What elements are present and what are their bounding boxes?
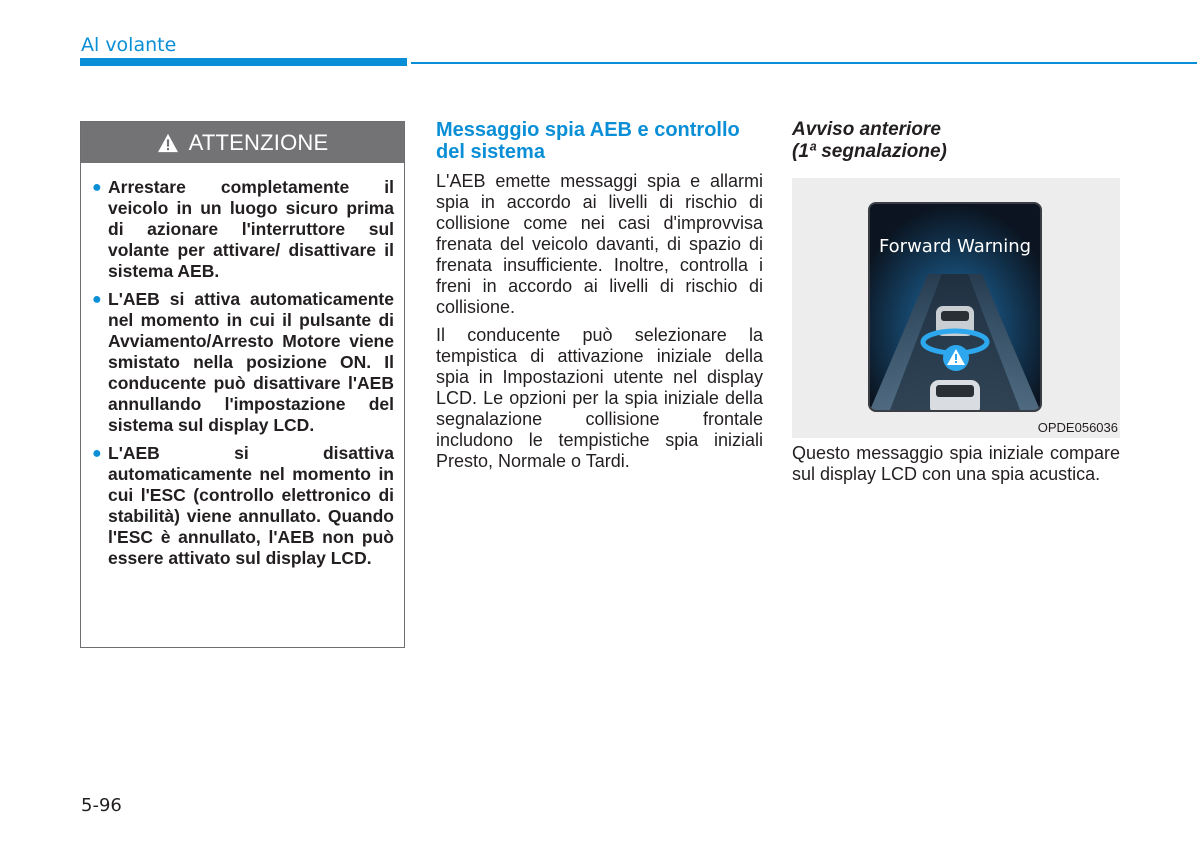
figure-code: OPDE056036 xyxy=(1037,420,1118,435)
bullet-icon: ● xyxy=(92,291,102,308)
section-title: Al volante xyxy=(81,34,177,56)
header-bar-thin xyxy=(411,62,1197,64)
middle-heading: Messaggio spia AEB e controllo del sistema xyxy=(436,119,740,163)
warning-title: ATTENZIONE xyxy=(188,129,329,155)
middle-paragraph: L'AEB emette messaggi spia e allarmi spia in accordo ai livelli di rischio di collisione come nei casi d'improvvisa frenata del veicolo davanti, di spazio di frenata insufficiente. Inoltre, controlla i freni in accordo ai livelli di rischio di collisione. xyxy=(436,171,763,317)
right-paragraph: Questo messaggio spia iniziale compare sul display LCD con una spia acustica. xyxy=(792,443,1120,484)
bullet-icon: ● xyxy=(92,445,102,462)
warning-item xyxy=(92,289,394,436)
right-heading-line2: (1ª segnalazione) xyxy=(792,141,947,162)
right-heading xyxy=(792,119,1122,163)
warning-item xyxy=(92,443,394,569)
right-heading-line1: Avviso anteriore xyxy=(792,119,941,140)
warning-box xyxy=(80,121,405,648)
bullet-icon: ● xyxy=(92,179,102,196)
lcd-display-image xyxy=(868,202,1042,412)
lcd-forward-warning-text: Forward Warning xyxy=(878,236,1032,257)
warning-triangle-icon xyxy=(157,133,179,153)
warning-item-text: L'AEB si disattiva automaticamente nel momento in cui l'ESC (controllo elettronico di stabilità) viene annullato. Quando l'ESC è annullato, l'AEB non può essere attivato sul display LCD. xyxy=(108,443,394,568)
header-bar-thick xyxy=(80,58,407,66)
warning-header xyxy=(81,122,404,163)
lcd-scene-graphic xyxy=(870,204,1040,410)
warning-item-text: L'AEB si attiva automaticamente nel momento in cui il pulsante di Avviamento/Arresto Motore viene smistato nella posizione ON. Il conducente può disattivare l'AEB annullando l'impostazione del sistema sul display LCD. xyxy=(108,289,394,435)
page-number: 5-96 xyxy=(81,795,122,816)
warning-list xyxy=(81,163,404,569)
right-body xyxy=(792,443,1120,485)
warning-item xyxy=(92,177,394,282)
middle-paragraph: Il conducente può selezionare la tempistica di attivazione iniziale della spia in Impostazioni utente nel display LCD. Le opzioni per la spia iniziale della segnalazione collisione frontale includono le tempistiche spia iniziali Presto, Normale o Tardi. xyxy=(436,325,763,471)
figure-panel xyxy=(792,178,1120,438)
middle-body xyxy=(436,171,763,479)
warning-item-text: Arrestare completamente il veicolo in un luogo sicuro prima di azionare l'interruttore sul volante per attivare/ disattivare il sistema AEB. xyxy=(108,177,394,281)
